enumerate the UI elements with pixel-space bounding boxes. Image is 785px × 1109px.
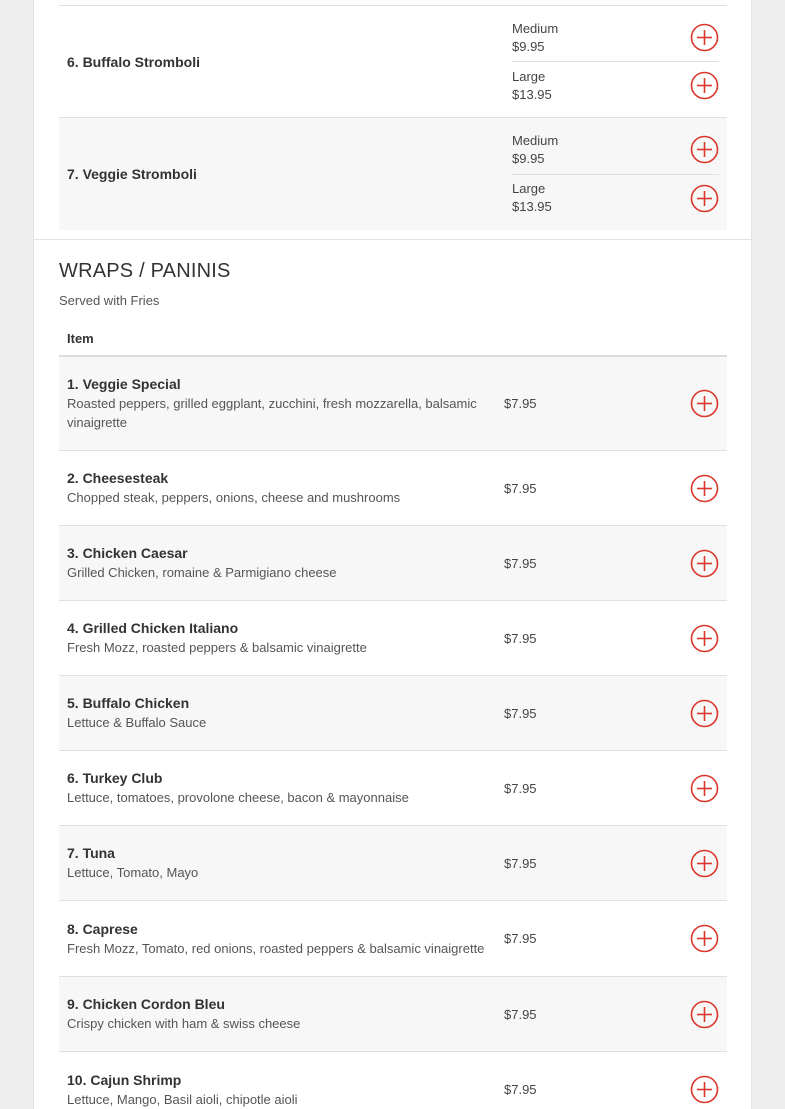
plus-circle-icon bbox=[690, 23, 719, 52]
plus-circle-icon bbox=[690, 624, 719, 653]
size-label: Medium bbox=[512, 20, 559, 36]
add-to-order-button[interactable] bbox=[690, 924, 719, 953]
size-price: $13.95 bbox=[512, 86, 552, 102]
wraps-table bbox=[59, 357, 727, 1109]
plus-circle-icon bbox=[690, 924, 719, 953]
table-row bbox=[59, 676, 727, 751]
table-row bbox=[59, 451, 727, 526]
item-name: 2. Cheesesteak bbox=[67, 470, 169, 486]
plus-circle-icon bbox=[690, 71, 719, 100]
add-to-order-button[interactable] bbox=[690, 774, 719, 803]
table-row bbox=[59, 118, 727, 230]
item-price: $7.95 bbox=[504, 1006, 537, 1022]
section-title: WRAPS / PANINIS bbox=[59, 260, 231, 282]
item-description: Roasted peppers, grilled eggplant, zucchini, fresh mozzarella, balsamic vinaigrette bbox=[67, 396, 477, 430]
table-row bbox=[59, 1052, 727, 1109]
size-option bbox=[512, 14, 719, 61]
table-row bbox=[59, 357, 727, 451]
plus-circle-icon bbox=[690, 474, 719, 503]
size-price: $9.95 bbox=[512, 38, 545, 54]
add-to-order-button[interactable] bbox=[690, 474, 719, 503]
item-price: $7.95 bbox=[504, 780, 537, 796]
table-header bbox=[59, 322, 727, 357]
size-option bbox=[512, 174, 719, 223]
plus-circle-icon bbox=[690, 135, 719, 164]
item-description: Crispy chicken with ham & swiss cheese bbox=[67, 1016, 301, 1031]
item-price: $7.95 bbox=[504, 1082, 537, 1097]
add-to-order-button[interactable] bbox=[690, 849, 719, 878]
item-name: 10. Cajun Shrimp bbox=[67, 1071, 182, 1088]
column-header-item: Item bbox=[67, 331, 94, 346]
item-name: 4. Grilled Chicken Italiano bbox=[67, 620, 239, 636]
item-cell bbox=[59, 118, 504, 230]
item-description: Chopped steak, peppers, onions, cheese and mushrooms bbox=[67, 490, 401, 505]
section-subtitle: Served with Fries bbox=[59, 293, 160, 308]
plus-circle-icon bbox=[690, 549, 719, 578]
table-row bbox=[59, 977, 727, 1052]
stromboli-table bbox=[59, 5, 727, 230]
item-price: $7.95 bbox=[504, 396, 537, 411]
item-name: 1. Veggie Special bbox=[67, 376, 181, 392]
size-label: Medium bbox=[512, 132, 559, 148]
item-cell bbox=[59, 6, 504, 117]
item-name: 6. Buffalo Stromboli bbox=[67, 53, 200, 70]
item-description: Fresh Mozz, roasted peppers & balsamic vinaigrette bbox=[67, 640, 367, 655]
add-to-order-button[interactable] bbox=[690, 135, 719, 164]
add-to-order-button[interactable] bbox=[690, 1000, 719, 1029]
plus-circle-icon bbox=[690, 774, 719, 803]
table-row bbox=[59, 526, 727, 601]
size-price: $9.95 bbox=[512, 150, 545, 166]
add-to-order-button[interactable] bbox=[690, 699, 719, 728]
plus-circle-icon bbox=[690, 1075, 719, 1104]
item-description: Grilled Chicken, romaine & Parmigiano cheese bbox=[67, 565, 337, 580]
item-description: Lettuce, Mango, Basil aioli, chipotle aioli bbox=[67, 1091, 298, 1107]
item-price: $7.95 bbox=[504, 630, 537, 646]
size-price: $13.95 bbox=[512, 199, 552, 215]
item-price: $7.95 bbox=[504, 480, 537, 496]
size-label: Large bbox=[512, 181, 546, 197]
item-name: 3. Chicken Caesar bbox=[67, 545, 188, 561]
size-options bbox=[504, 6, 727, 117]
plus-circle-icon bbox=[690, 699, 719, 728]
item-name: 8. Caprese bbox=[67, 920, 138, 937]
table-row bbox=[59, 601, 727, 676]
add-to-order-button[interactable] bbox=[690, 624, 719, 653]
item-name: 5. Buffalo Chicken bbox=[67, 695, 190, 711]
table-row bbox=[59, 901, 727, 977]
plus-circle-icon bbox=[690, 184, 719, 213]
item-price: $7.95 bbox=[504, 855, 537, 871]
stromboli-panel bbox=[33, 0, 752, 240]
item-price: $7.95 bbox=[504, 555, 537, 571]
plus-circle-icon bbox=[690, 1000, 719, 1029]
item-name: 9. Chicken Cordon Bleu bbox=[67, 996, 225, 1012]
plus-circle-icon bbox=[690, 389, 719, 418]
wraps-panel bbox=[33, 240, 752, 1109]
table-row bbox=[59, 751, 727, 826]
item-price: $7.95 bbox=[504, 705, 537, 721]
size-label: Large bbox=[512, 68, 546, 84]
item-price: $7.95 bbox=[504, 931, 537, 946]
item-name: 7. Tuna bbox=[67, 845, 115, 861]
size-options bbox=[504, 118, 727, 230]
add-to-order-button[interactable] bbox=[690, 23, 719, 52]
add-to-order-button[interactable] bbox=[690, 389, 719, 418]
item-description: Lettuce, tomatoes, provolone cheese, bacon & mayonnaise bbox=[67, 790, 409, 805]
size-option bbox=[512, 126, 719, 174]
size-option bbox=[512, 61, 719, 109]
item-name: 7. Veggie Stromboli bbox=[67, 166, 197, 182]
item-description: Fresh Mozz, Tomato, red onions, roasted peppers & balsamic vinaigrette bbox=[67, 940, 485, 956]
add-to-order-button[interactable] bbox=[690, 1075, 719, 1104]
table-row bbox=[59, 826, 727, 901]
item-name: 6. Turkey Club bbox=[67, 770, 163, 786]
add-to-order-button[interactable] bbox=[690, 71, 719, 100]
add-to-order-button[interactable] bbox=[690, 549, 719, 578]
item-description: Lettuce & Buffalo Sauce bbox=[67, 715, 207, 730]
add-to-order-button[interactable] bbox=[690, 184, 719, 213]
table-row bbox=[59, 6, 727, 118]
plus-circle-icon bbox=[690, 849, 719, 878]
item-description: Lettuce, Tomato, Mayo bbox=[67, 865, 199, 880]
